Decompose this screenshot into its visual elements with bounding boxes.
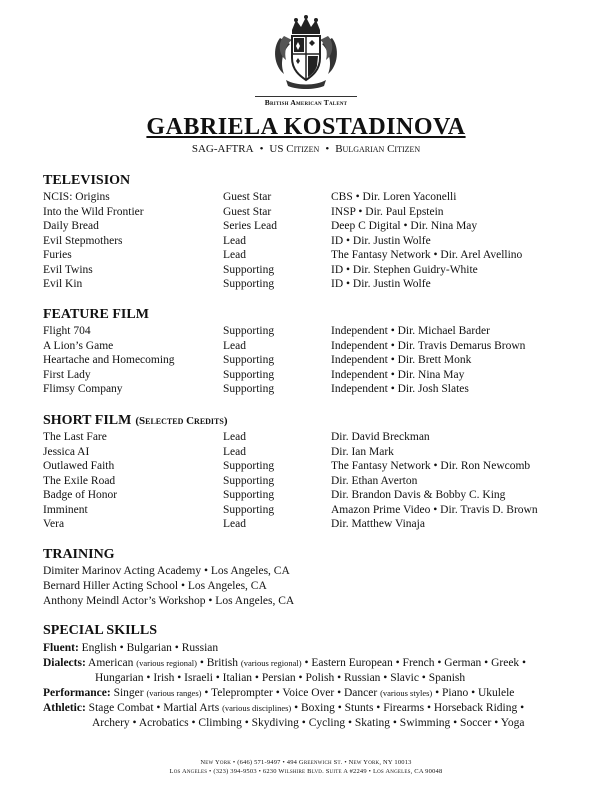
crest-logo-icon: [270, 14, 342, 94]
short-film-heading: [43, 413, 228, 429]
credit-role: Guest Star: [223, 191, 272, 203]
skill-note: (various ranges): [146, 688, 202, 698]
agency-divider: [255, 96, 357, 97]
credit-role: Lead: [223, 339, 246, 352]
skill-note: (various disciplines): [222, 703, 292, 713]
table-row: [43, 459, 583, 474]
television-heading: [43, 173, 130, 189]
table-row: [43, 234, 583, 249]
table-row: [43, 277, 583, 292]
skill-note: (various styles): [380, 688, 433, 698]
credit-title: Into the Wild Frontier: [43, 205, 144, 218]
credit-network: Amazon Prime Video • Dir. Travis D. Brown: [331, 503, 538, 516]
list-item: Dimiter Marinov Acting Academy • Los Angeles, CA: [43, 565, 290, 577]
training-title: TRAINING: [43, 547, 115, 562]
credit-role: Series Lead: [223, 220, 277, 232]
table-row: [43, 474, 583, 489]
credit-network: CBS • Dir. Loren Yaconelli: [331, 191, 457, 203]
table-row: [43, 190, 583, 205]
skill-value: English • Bulgarian • Russian: [81, 642, 219, 654]
credit-network: Dir. David Breckman: [331, 431, 430, 443]
television-title: TELEVISION: [43, 173, 131, 188]
table-row: [43, 445, 583, 460]
skill-label: Performance:: [43, 687, 111, 699]
credit-role: Supporting: [223, 368, 275, 381]
skill-value: Stage Combat • Martial Arts: [88, 702, 220, 714]
credit-title: Evil Twins: [43, 263, 93, 276]
credit-title: Badge of Honor: [43, 489, 118, 501]
list-item: Anthony Meindl Actor’s Workshop • Los Angeles, CA: [43, 595, 295, 607]
credit-network: ID • Dir. Stephen Guidry-White: [331, 263, 478, 276]
credit-network: ID • Dir. Justin Wolfe: [331, 278, 431, 290]
credit-role: Supporting: [223, 474, 275, 487]
credit-role: Supporting: [223, 354, 275, 366]
credit-role: Lead: [223, 445, 246, 458]
table-row: [43, 324, 583, 339]
credit-network: The Fantasy Network • Dir. Ron Newcomb: [331, 460, 531, 472]
skill-label: Dialects:: [43, 657, 86, 669]
credit-role: Supporting: [223, 503, 275, 516]
short-film-title: SHORT FILM: [43, 413, 132, 428]
short-film-credits: [43, 430, 583, 532]
training-list: [43, 564, 583, 609]
skill-value: • Eastern European • French • German • Greek •: [304, 657, 527, 669]
short-film-note: (Selected Credits): [135, 415, 228, 427]
skill-value: • Boxing • Stunts • Firearms • Horseback Riding •: [294, 702, 525, 714]
credit-network: Deep C Digital • Dir. Nina May: [331, 220, 478, 232]
credit-title: NCIS: Origins: [43, 191, 110, 203]
credit-title: Jessica AI: [43, 445, 90, 458]
credit-network: Independent • Dir. Brett Monk: [331, 354, 472, 366]
table-row: [43, 248, 583, 263]
credit-title: First Lady: [43, 368, 91, 381]
credit-network: Independent • Dir. Josh Slates: [331, 383, 469, 395]
special-skills-title: SPECIAL SKILLS: [43, 623, 157, 638]
citizenship-bg: Bulgarian Citizen: [335, 143, 421, 155]
credit-title: The Exile Road: [43, 474, 116, 487]
credit-title: Flimsy Company: [43, 383, 123, 395]
skill-note: (various regional): [136, 658, 197, 668]
credit-title: Daily Bread: [43, 220, 99, 232]
skill-value: American: [88, 657, 134, 669]
table-row: [43, 339, 583, 354]
credit-network: Independent • Dir. Michael Barder: [331, 325, 490, 337]
credit-network: Dir. Ian Mark: [331, 445, 394, 458]
actor-name: GABRIELA KOSTADINOVA: [146, 114, 466, 140]
skill-label: Athletic:: [43, 702, 86, 714]
credit-network: Dir. Brandon Davis & Bobby C. King: [331, 489, 506, 501]
skill-value: • Piano • Ukulele: [435, 687, 515, 699]
table-row: [43, 517, 583, 532]
credit-network: Independent • Dir. Nina May: [331, 368, 465, 381]
table-row: [43, 205, 583, 220]
skill-label: Fluent:: [43, 642, 79, 654]
skill-dialects-cont: [43, 671, 573, 686]
table-row: [43, 219, 583, 234]
credit-title: A Lion’s Game: [43, 339, 114, 352]
skill-value: Archery • Acrobatics • Climbing • Skydiving • Cycling • Skating • Swimming • Soccer • Yoga: [92, 717, 525, 729]
credit-title: Furies: [43, 249, 72, 261]
skill-value: • Teleprompter • Voice Over • Dancer: [204, 687, 378, 699]
credit-role: Supporting: [223, 460, 275, 472]
feature-film-credits: [43, 324, 583, 397]
footer-new-york: New York • (646) 571-9497 • 494 Greenwich St. • New York, NY 10013: [200, 759, 412, 766]
table-row: [43, 382, 583, 397]
credit-role: Lead: [223, 234, 246, 247]
table-row: [43, 503, 583, 518]
credit-role: Supporting: [223, 263, 275, 276]
citizenship-us: US Citizen: [269, 143, 320, 155]
table-row: [43, 430, 583, 445]
skill-value: • British: [199, 657, 239, 669]
skill-dialects: [43, 656, 573, 671]
footer-los-angeles: Los Angeles • (323) 394-9503 • 6230 Wilshire Blvd. Suite A #2249 • Los Angeles, CA 90048: [169, 768, 443, 775]
credit-role: Supporting: [223, 278, 275, 290]
credit-network: INSP • Dir. Paul Epstein: [331, 205, 444, 218]
television-credits: [43, 190, 583, 292]
table-row: [43, 263, 583, 278]
union: SAG-AFTRA: [191, 143, 254, 155]
credit-network: ID • Dir. Justin Wolfe: [331, 234, 431, 247]
table-row: [43, 353, 583, 368]
credit-network: Independent • Dir. Travis Demarus Brown: [331, 339, 526, 352]
credit-network: Dir. Matthew Vinaja: [331, 518, 425, 530]
special-skills-heading: [43, 623, 157, 639]
skill-value: Singer: [113, 687, 144, 699]
credit-title: Heartache and Homecoming: [43, 354, 175, 366]
credit-role: Guest Star: [223, 205, 272, 218]
list-item: Bernard Hiller Acting School • Los Angeles, CA: [43, 580, 267, 592]
credit-title: Imminent: [43, 503, 88, 516]
credit-title: Evil Kin: [43, 278, 83, 290]
credit-title: Outlawed Faith: [43, 460, 115, 472]
skill-fluent: [43, 641, 573, 656]
union-citizenship-line: SAG-AFTRA • US Citizen • Bulgarian Citizen: [191, 143, 421, 155]
table-row: [43, 368, 583, 383]
feature-film-heading: [43, 307, 149, 323]
credit-title: Evil Stepmothers: [43, 234, 123, 247]
feature-film-title: FEATURE FILM: [43, 307, 149, 322]
credit-network: The Fantasy Network • Dir. Arel Avellino: [331, 249, 523, 261]
credit-title: The Last Fare: [43, 431, 107, 443]
credit-role: Supporting: [223, 383, 275, 395]
credit-role: Supporting: [223, 489, 275, 501]
credit-role: Lead: [223, 518, 246, 530]
credit-title: Flight 704: [43, 325, 91, 337]
special-skills-list: [43, 641, 573, 731]
credit-role: Supporting: [223, 325, 275, 337]
credit-role: Lead: [223, 249, 246, 261]
agency-name: British American Talent: [264, 98, 348, 107]
training-heading: [43, 547, 115, 563]
credit-role: Lead: [223, 431, 246, 443]
credit-title: Vera: [43, 518, 65, 530]
skill-value: Hungarian • Irish • Israeli • Italian • Persian • Polish • Russian • Slavic • Spanish: [95, 672, 466, 684]
credit-network: Dir. Ethan Averton: [331, 474, 418, 487]
skill-performance: [43, 686, 573, 701]
table-row: [43, 488, 583, 503]
skill-athletic: [43, 701, 573, 716]
skill-note: (various regional): [240, 658, 302, 668]
skill-athletic-cont: [43, 716, 573, 731]
